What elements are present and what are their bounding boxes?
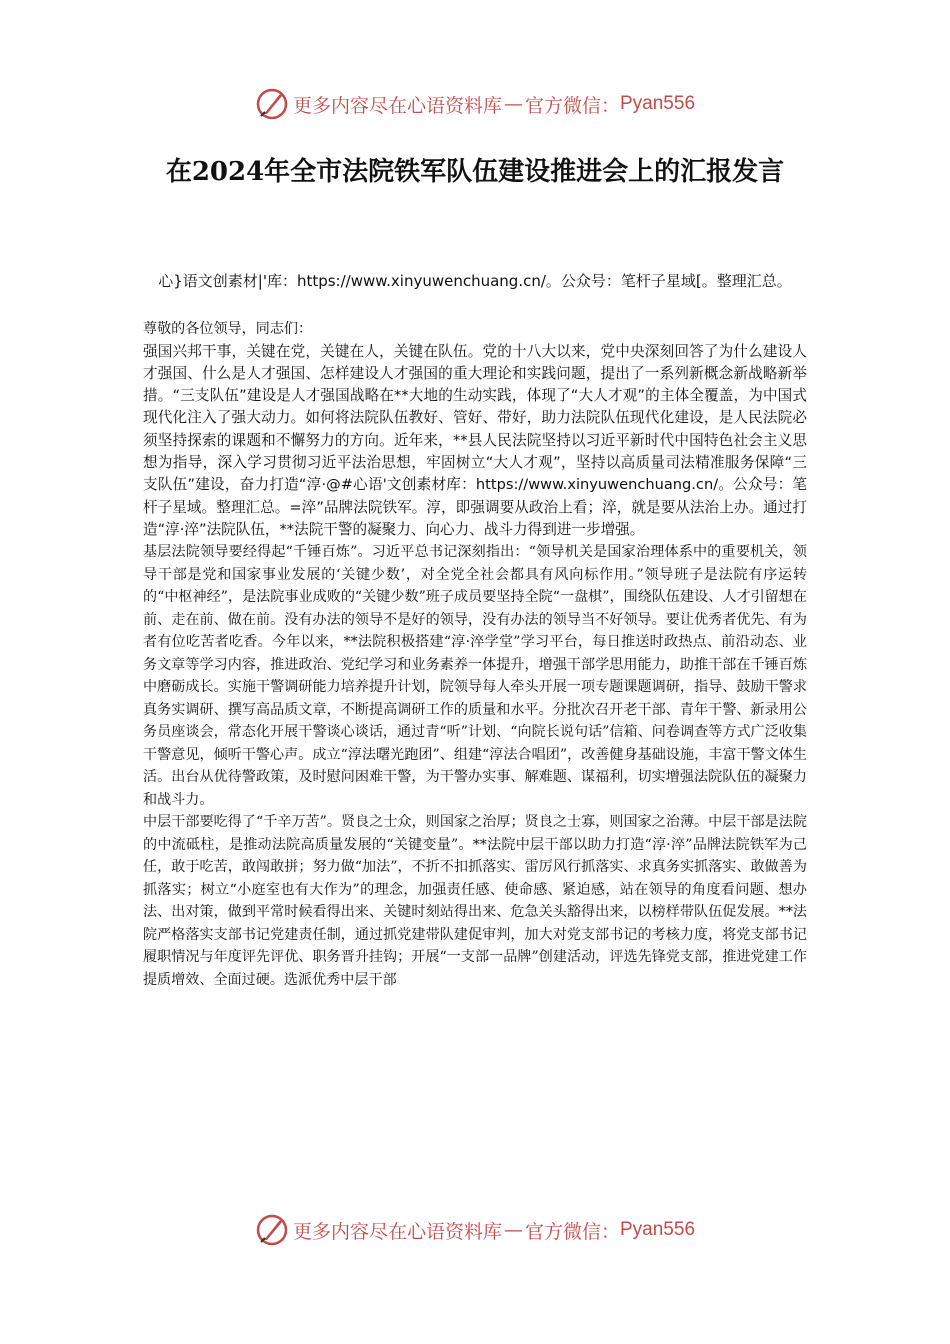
quill-on-red-circle-icon — [255, 1213, 289, 1247]
banner-separator: — — [503, 93, 523, 115]
header-banner — [0, 86, 950, 122]
banner-wechat-label: 官方微信： — [524, 1220, 620, 1243]
document-title: 在2024年全市法院铁军队伍建设推进会上的汇报发言 — [165, 157, 785, 187]
banner-text: 更多内容尽在心语资料库 — [292, 1220, 502, 1243]
quill-on-red-circle-icon — [255, 87, 289, 121]
banner-text: 更多内容尽在心语资料库 — [292, 94, 502, 117]
salutation: 尊敬的各位领导，同志们： — [143, 321, 313, 337]
document-body — [143, 318, 807, 991]
source-line: 心}语文创素材|'库：https://www.xinyuwenchuang.cn/。公众号：笔杆子星域[。整理汇总。 — [158, 272, 792, 290]
paragraph-1: 强国兴邦干事，关键在党，关键在人，关键在队伍。党的十八大以来，党中央深刻回答了为什么建设人才强国、什么是人才强国、怎样建设人才强国的重大理论和实践问题，提出了一系列新概念新战略新举措。“三支队伍”建设是人才强国战略在**大地的生动实践，体现了“大人才观”的主体全覆盖，为中国式现代化注入了强大动力。如何将法院队伍教好、管好、带好，助力法院队伍现代化建设，是人民法院必须坚持探索的课题和不懈努力的方向。近年来，**县人民法院坚持以习近平新时代中国特色社会主义思想为指导，深入学习贯彻习近平法治思想，牢固树立“大人才观”，坚持以高质量司法精准服务保障“三支队伍”建设，奋力打造“淳·@#心语'文创素材库：https://www.xinyuwenchuang.cn/。公众号：笔杆子星域。整理汇总。=淬”品牌法院铁军。淳，即强调要从政治上看；淬，就是要从法治上办。通过打造“淳·淬”法院队伍，**法院干警的凝聚力、向心力、战斗力得到进一步增强。 — [143, 342, 807, 538]
paragraph-3: 中层干部要吃得了“千辛万苦”。贤良之士众，则国家之治厚；贤良之士寡，则国家之治薄。中层干部是法院的中流砥柱，是推动法院高质量发展的“关键变量”。**法院中层干部以助力打造“淳·淬”品牌法院铁军为己任，敢于吃苦，敢闯敢拼；努力做“加法”，不折不扣抓落实、雷厉风行抓落实、求真务实抓落实、敢做善为抓落实；树立“小庭室也有大作为”的理念，加强责任感、使命感、紧迫感，站在领导的角度看问题、想办法、出对策，做到平常时候看得出来、关键时刻站得出来、危急关头豁得出来，以榜样带队伍促发展。**法院严格落实支部书记党建责任制，通过抓党建带队建促审判，加大对党支部书记的考核力度，将党支部书记履职情况与年度评先评优、职务晋升挂钩；开展“一支部一品牌”创建活动，评选先锋党支部，推进党建工作提质增效、全面过硬。选派优秀中层干部 — [143, 814, 807, 988]
banner-wechat-id: Pyan556 — [620, 1219, 696, 1240]
paragraph-2: 基层法院领导要经得起“千锤百炼”。习近平总书记深刻指出：“领导机关是国家治理体系中的重要机关，领导干部是党和国家事业发展的‘关键少数’，对全党全社会都具有风向标作用。”领导班子是法院有序运转的“中枢神经”，是法院事业成败的“关键少数”班子成员要坚持全院“一盘棋”，围绕队伍建设、人才引留想在前、走在前、做在前。没有办法的领导不是好的领导，没有办法的领导当不好领导。要让优秀者优先、有为者有位吃苦者吃香。今年以来，**法院积极搭建“淳·淬学堂”学习平台，每日推送时政热点、前沿动态、业务文章等学习内容，推进政治、党纪学习和业务素养一体提升，增强干部学思用能力，助推干部在千锤百炼中磨砺成长。实施干警调研能力培养提升计划，院领导每人牵头开展一项专题课题调研，指导、鼓励干警求真务实调研、撰写高品质文章，不断提高调研工作的质量和水平。分批次召开老干部、青年干警、新录用公务员座谈会，常态化开展干警谈心谈话，通过青“听”计划、“向院长说句话”信箱、问卷调查等方式广泛收集干警意见，倾听干警心声。成立“淳法曙光跑团”、组建“淳法合唱团”，改善健身基础设施，丰富干警文体生活。出台从优待警政策，及时慰问困难干警，为干警办实事、解难题、谋福利，切实增强法院队伍的凝聚力和战斗力。 — [143, 544, 807, 808]
banner-separator: — — [503, 1219, 523, 1241]
banner-wechat-id: Pyan556 — [620, 93, 696, 114]
banner-wechat-label: 官方微信： — [524, 94, 620, 117]
footer-banner — [0, 1212, 950, 1248]
